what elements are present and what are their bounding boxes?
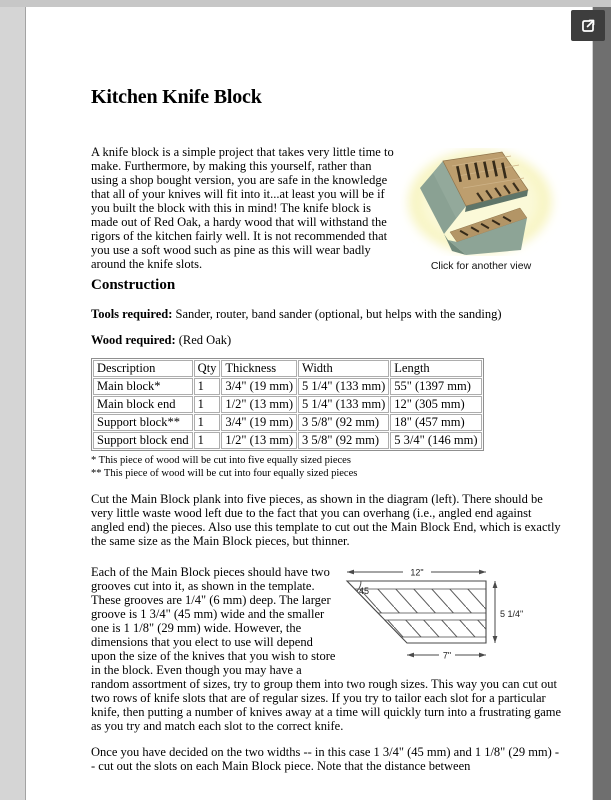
cell-thickness: 3/4" (19 mm) [221,378,297,395]
wood-required-line [91,333,562,347]
document-page [27,7,592,800]
tools-required-text: Sander, router, band sander (optional, but helps with the sanding) [175,307,502,321]
cell-length: 5 3/4" (146 mm) [390,432,481,449]
cell-width: 3 5/8" (92 mm) [298,414,389,431]
table-row [93,432,482,449]
col-header-width: Width [298,360,389,377]
col-header-thickness: Thickness [221,360,297,377]
cell-length: 55" (1397 mm) [390,378,481,395]
diagram-top-dimension: 12" [410,567,424,578]
groove-template-diagram [340,567,562,664]
cell-qty: 1 [194,414,221,431]
final-paragraph: Once you have decided on the two widths -- in this case 1 3/4" (45 mm) and 1 1/8" (29 mm) -- cut out the slots on each Main Block piece. Note that the distance between [91,745,560,773]
table-row [93,414,482,431]
wood-required-label: Wood required: [91,333,176,347]
tools-required-label: Tools required: [91,307,173,321]
table-row [93,378,482,395]
diagram-bottom-dimension: 7" [442,650,452,661]
scrollbar[interactable] [592,7,611,800]
cell-thickness: 1/2" (13 mm) [221,396,297,413]
table-header-row [93,360,482,377]
page-title: Kitchen Knife Block [91,86,262,108]
diagram-right-dimension: 5 1/4" [500,609,524,619]
footnote-1: * This piece of wood will be cut into five equally sized pieces [91,455,351,466]
cut-paragraph: Cut the Main Block plank into five pieces, as shown in the diagram (left). There should be very little waste wood left due to the fact that you can overhang (i.e., angled end against angled end) the pieces. Also use this template to cut out the Main Block End, which is exactly the same size as the Main Block pieces, but thinner. [91,492,561,548]
cell-thickness: 1/2" (13 mm) [221,432,297,449]
cell-qty: 1 [194,378,221,395]
construction-heading: Construction [91,277,176,293]
cell-description: Main block end [93,396,193,413]
knife-block-image[interactable] [400,148,562,273]
diagram-angle-label: 45 [359,586,370,596]
wood-table [91,358,484,451]
cell-description: Main block* [93,378,193,395]
intro-text: A knife block is a simple project that takes very little time to make. Furthermore, by making this yourself, rather than using a shop bought version, you are safe in the knowledge that all of your knives will fit into it...at least you will be if you built the block with this in mind! The knife block is made out of Red Oak, a hardy wood that will withstand the rigors of the kitchen fairly well. It is not recommended that you use a soft wood such as pine as this will wear badly around the knife slots. [91,145,394,271]
groove-text: Each of the Main Block pieces should have two grooves cut into it, as shown in the template. These grooves are 1/4" (6 mm) deep. The larger groove is 1 3/4" (45 mm) wide and the smaller one is 1 1/8" (29 mm) wide. However, the dimensions that you elect to use will depend upon the size of the knives that you wish to store in the block. Even though you may have a random assortment of sizes, try to group them into two rough sizes. This way you can cut out two rows of knife slots that are of regular sizes. If you try to tailor each slot for a particular knife, then putting a number of knives away at a time will quickly turn into a frustrating game as you try and match each slot to the correct knife. [91,565,562,733]
tools-required-line [91,307,562,321]
table-footnotes [91,454,562,480]
col-header-description: Description [93,360,193,377]
cell-length: 12" (305 mm) [390,396,481,413]
viewer-left-margin [0,7,26,800]
table-row [93,396,482,413]
col-header-qty: Qty [194,360,221,377]
image-caption[interactable]: Click for another view [430,260,532,272]
open-external-icon [580,18,596,34]
cell-thickness: 3/4" (19 mm) [221,414,297,431]
cell-description: Support block** [93,414,193,431]
cell-width: 3 5/8" (92 mm) [298,432,389,449]
cell-length: 18" (457 mm) [390,414,481,431]
open-external-button[interactable] [571,10,605,41]
wood-required-text: (Red Oak) [178,333,232,347]
viewer-top-margin [0,0,611,7]
cell-width: 5 1/4" (133 mm) [298,396,389,413]
cell-qty: 1 [194,396,221,413]
cell-width: 5 1/4" (133 mm) [298,378,389,395]
knife-block-illustration [400,148,562,256]
col-header-length: Length [390,360,481,377]
groove-paragraph [91,565,562,733]
cell-qty: 1 [194,432,221,449]
footnote-2: ** This piece of wood will be cut into four equally sized pieces [91,468,358,479]
cell-description: Support block end [93,432,193,449]
